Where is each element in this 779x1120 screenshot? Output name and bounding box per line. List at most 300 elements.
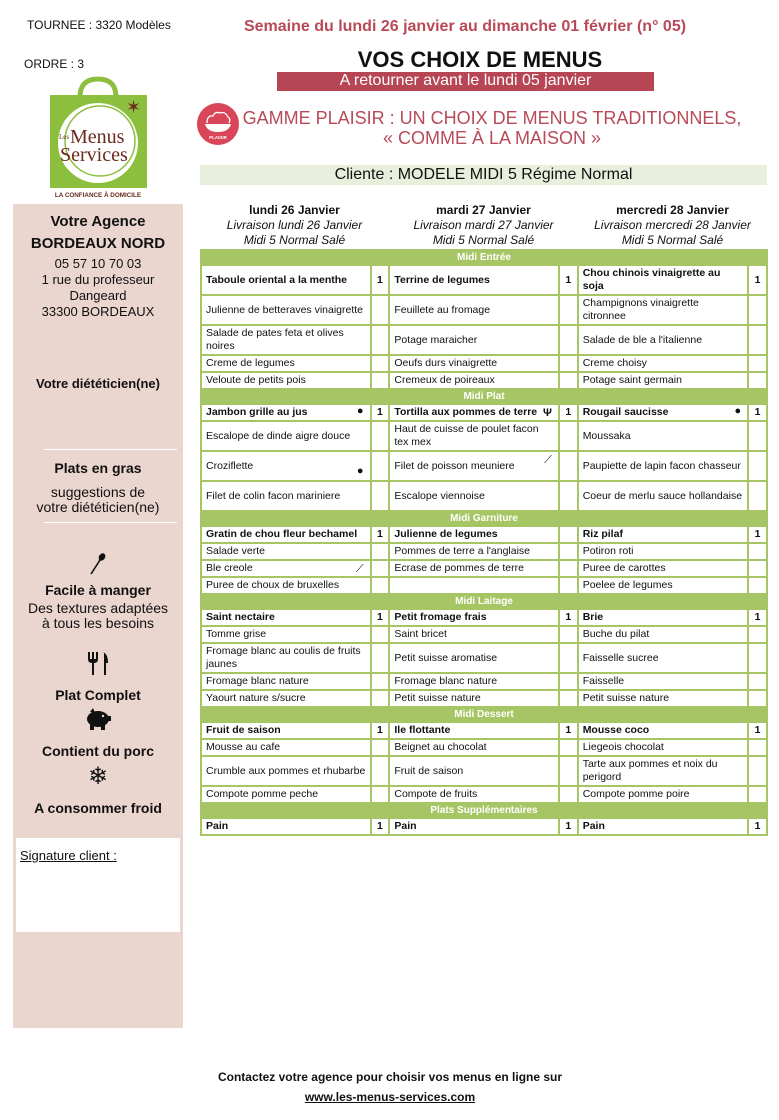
- dish-name: Crumble aux pommes et rhubarbe: [206, 764, 366, 777]
- dish-cell[interactable]: [578, 643, 748, 673]
- dish-name: Creme de legumes: [206, 357, 295, 369]
- tournee-label: TOURNEE : 3320 Modèles: [27, 18, 171, 32]
- dish-cell[interactable]: [201, 609, 371, 626]
- legend-easy-desc-1: Des textures adaptées: [27, 600, 169, 616]
- day-header: [200, 203, 389, 248]
- dish-name: Tarte aux pommes et noix du perigord: [582, 758, 718, 783]
- dish-name: Julienne de legumes: [394, 528, 498, 540]
- quantity-cell[interactable]: [371, 543, 390, 560]
- dish-cell[interactable]: [389, 481, 559, 511]
- dish-cell[interactable]: [578, 421, 748, 451]
- dish-cell[interactable]: [201, 818, 371, 835]
- dish-name: Rougail saucisse: [582, 406, 669, 418]
- quantity-cell[interactable]: [559, 355, 578, 372]
- dish-name: Liegeois chocolat: [582, 741, 664, 753]
- quantity-cell[interactable]: 1: [371, 404, 390, 421]
- table-row: [201, 786, 767, 803]
- dish-cell[interactable]: [201, 786, 371, 803]
- section-header-entree: [201, 250, 767, 265]
- dish-cell[interactable]: [578, 690, 748, 707]
- dish-cell[interactable]: [201, 626, 371, 643]
- quantity-cell[interactable]: [371, 421, 390, 451]
- section-title: Midi Laitage: [201, 594, 767, 609]
- dish-name: Gratin de chou fleur bechamel: [206, 528, 358, 540]
- dish-name: Mousse coco: [582, 724, 650, 736]
- dish-name: Ble creole: [206, 562, 253, 574]
- dish-name: Compote pomme poire: [582, 788, 690, 800]
- dish-name: Ecrase de pommes de terre: [394, 562, 524, 574]
- dish-cell[interactable]: [389, 626, 559, 643]
- quantity-cell[interactable]: [559, 421, 578, 451]
- quantity-cell[interactable]: [748, 739, 767, 756]
- dish-name: Tomme grise: [206, 628, 267, 640]
- fork-knife-icon: [13, 650, 183, 680]
- ordre-label: ORDRE : 3: [24, 57, 85, 71]
- quantity-cell[interactable]: [371, 372, 390, 389]
- dish-name: Faisselle: [582, 675, 625, 687]
- quantity-cell[interactable]: [748, 643, 767, 673]
- dish-cell[interactable]: [201, 577, 371, 594]
- quantity-cell[interactable]: [559, 295, 578, 325]
- pig-icon: ●: [734, 405, 742, 417]
- quantity-cell[interactable]: [371, 690, 390, 707]
- dish-name: Fruit de saison: [394, 764, 464, 777]
- dish-cell[interactable]: [578, 818, 748, 835]
- table-row: [201, 421, 767, 451]
- legend-easy-desc-2: à tous les besoins: [41, 615, 155, 631]
- quantity-cell[interactable]: 1: [371, 609, 390, 626]
- sidebar: [13, 204, 183, 1028]
- dish-cell[interactable]: [201, 543, 371, 560]
- table-row: [201, 577, 767, 594]
- dish-name: Compote pomme peche: [206, 788, 319, 800]
- agence-address-2: Dangeard: [69, 288, 127, 303]
- table-row: [201, 722, 767, 739]
- logo-les: Les: [59, 133, 70, 141]
- dish-name: Escalope de dinde aigre douce: [206, 429, 351, 442]
- quantity-cell[interactable]: [371, 325, 390, 355]
- gras-desc-2: votre diététicien(ne): [36, 499, 160, 515]
- quantity-cell[interactable]: [748, 690, 767, 707]
- quantity-cell[interactable]: 1: [748, 818, 767, 835]
- dish-name: Buche du pilat: [582, 628, 650, 640]
- agence-name: BORDEAUX NORD: [30, 235, 166, 252]
- dish-cell[interactable]: [389, 756, 559, 786]
- quantity-cell[interactable]: [559, 560, 578, 577]
- table-row: [201, 643, 767, 673]
- section-title: Plats Supplémentaires: [201, 803, 767, 818]
- quantity-cell[interactable]: [748, 481, 767, 511]
- dish-name: Oeufs durs vinaigrette: [394, 357, 498, 369]
- dish-cell[interactable]: [201, 421, 371, 451]
- svg-text:✶: ✶: [126, 97, 142, 118]
- table-row: [201, 481, 767, 511]
- dish-cell[interactable]: [201, 355, 371, 372]
- dish-name: Salade de pates feta et olives noires: [206, 327, 344, 352]
- table-row: [201, 355, 767, 372]
- dish-cell[interactable]: [201, 560, 371, 577]
- table-row: [201, 404, 767, 421]
- table-row: [201, 560, 767, 577]
- fork-knife-icon: Ψ: [542, 407, 552, 419]
- quantity-cell[interactable]: [748, 325, 767, 355]
- dish-name: Mousse au cafe: [206, 741, 281, 753]
- dish-cell[interactable]: [578, 265, 748, 295]
- section-header-garniture: [201, 511, 767, 526]
- table-row: [201, 818, 767, 835]
- dish-name: Puree de choux de bruxelles: [206, 579, 340, 591]
- dish-cell[interactable]: [201, 643, 371, 673]
- quantity-cell[interactable]: 1: [559, 404, 578, 421]
- quantity-cell[interactable]: 1: [748, 722, 767, 739]
- quantity-cell[interactable]: [371, 673, 390, 690]
- pig-icon: ●: [356, 405, 364, 417]
- dish-cell[interactable]: [578, 626, 748, 643]
- quantity-cell[interactable]: [748, 626, 767, 643]
- quantity-cell[interactable]: [748, 372, 767, 389]
- table-row: [201, 451, 767, 481]
- dish-cell[interactable]: [201, 690, 371, 707]
- dish-name: Compote de fruits: [394, 788, 478, 800]
- dish-cell[interactable]: [389, 295, 559, 325]
- gras-desc-1: suggestions de: [50, 484, 146, 500]
- quantity-cell[interactable]: 1: [559, 609, 578, 626]
- dish-cell[interactable]: [389, 543, 559, 560]
- return-deadline-banner: A retourner avant le lundi 05 janvier: [277, 72, 654, 91]
- dish-name: Taboule oriental a la menthe: [206, 273, 348, 286]
- agence-address-3: 33300 BORDEAUX: [41, 304, 155, 319]
- dish-name: Beignet au chocolat: [394, 741, 487, 753]
- dish-cell[interactable]: [201, 451, 371, 481]
- quantity-cell[interactable]: 1: [748, 609, 767, 626]
- dish-name: Croziflette: [206, 459, 254, 472]
- quantity-cell[interactable]: [371, 739, 390, 756]
- dish-cell[interactable]: [578, 451, 748, 481]
- agence-label: Votre Agence: [50, 213, 146, 230]
- agence-address-1: 1 rue du professeur: [41, 272, 155, 287]
- dish-name: Jambon grille au jus: [206, 406, 308, 418]
- dish-name: Champignons vinaigrette citronnee: [582, 297, 699, 322]
- dish-name: Julienne de betteraves vinaigrette: [206, 303, 364, 316]
- dish-name: Salade de ble a l'italienne: [582, 333, 703, 346]
- dish-name: Petit suisse nature: [394, 692, 481, 704]
- dish-name: Saint bricet: [394, 628, 447, 640]
- dish-name: Creme choisy: [582, 357, 647, 369]
- footer: [200, 1067, 580, 1107]
- dish-cell[interactable]: [578, 609, 748, 626]
- dish-name: Poelee de legumes: [582, 579, 673, 591]
- dish-name: Haut de cuisse de poulet facon tex mex: [394, 423, 539, 448]
- quantity-cell[interactable]: [559, 786, 578, 803]
- plaisir-badge-label: PLAISIR: [209, 135, 227, 140]
- quantity-cell[interactable]: 1: [559, 818, 578, 835]
- quantity-cell[interactable]: [748, 543, 767, 560]
- quantity-cell[interactable]: [748, 673, 767, 690]
- dieteticien-label: Votre diététicien(ne): [35, 376, 160, 391]
- quantity-cell[interactable]: [559, 451, 578, 481]
- quantity-cell[interactable]: [371, 355, 390, 372]
- dish-cell[interactable]: [201, 526, 371, 543]
- table-row: [201, 372, 767, 389]
- menu-table: [200, 249, 768, 836]
- dish-cell[interactable]: [578, 372, 748, 389]
- table-row: [201, 626, 767, 643]
- dish-name: Petit fromage frais: [394, 611, 487, 623]
- dish-cell[interactable]: [389, 643, 559, 673]
- quantity-cell[interactable]: [748, 421, 767, 451]
- legend-pork-title: Contient du porc: [42, 743, 154, 759]
- dish-cell[interactable]: [201, 265, 371, 295]
- quantity-cell[interactable]: [371, 577, 390, 594]
- dish-cell[interactable]: [201, 295, 371, 325]
- quantity-cell[interactable]: [748, 295, 767, 325]
- dish-cell[interactable]: [578, 543, 748, 560]
- dish-cell[interactable]: [578, 355, 748, 372]
- quantity-cell[interactable]: [559, 690, 578, 707]
- day-formula: Midi 5 Normal Salé: [621, 233, 724, 247]
- website-link[interactable]: www.les-menus-services.com: [304, 1090, 476, 1104]
- quantity-cell[interactable]: [559, 325, 578, 355]
- day-header: [578, 203, 767, 248]
- day-delivery: Livraison lundi 26 Janvier: [226, 218, 363, 232]
- quantity-cell[interactable]: [748, 756, 767, 786]
- quantity-cell[interactable]: [371, 786, 390, 803]
- plaisir-badge-icon: [197, 103, 239, 145]
- dish-cell[interactable]: [389, 560, 559, 577]
- dish-cell[interactable]: [578, 295, 748, 325]
- dish-cell[interactable]: [578, 481, 748, 511]
- spoon-icon: ⟋: [355, 563, 364, 575]
- dish-name: Potiron roti: [582, 545, 634, 557]
- dish-cell[interactable]: [389, 451, 559, 481]
- quantity-cell[interactable]: [371, 451, 390, 481]
- snowflake-icon: ❄: [87, 763, 109, 790]
- quantity-cell[interactable]: [559, 626, 578, 643]
- quantity-cell[interactable]: 1: [371, 722, 390, 739]
- dish-name: Pain: [394, 820, 417, 832]
- section-header-laitage: [201, 594, 767, 609]
- quantity-cell[interactable]: 1: [371, 265, 390, 295]
- page-title: VOS CHOIX DE MENUS: [357, 47, 603, 72]
- dish-cell[interactable]: [201, 404, 371, 421]
- spoon-icon: [13, 552, 183, 577]
- quantity-cell[interactable]: [559, 526, 578, 543]
- dish-cell[interactable]: [389, 722, 559, 739]
- table-row: [201, 690, 767, 707]
- table-row: [201, 526, 767, 543]
- dish-cell[interactable]: [578, 722, 748, 739]
- quantity-cell[interactable]: [559, 481, 578, 511]
- dish-cell[interactable]: [201, 325, 371, 355]
- signature-box[interactable]: [16, 838, 180, 932]
- dish-cell[interactable]: [389, 372, 559, 389]
- client-banner: Cliente : MODELE MIDI 5 Régime Normal: [200, 165, 767, 185]
- quantity-cell[interactable]: 1: [748, 265, 767, 295]
- dish-name: Petit suisse nature: [582, 692, 670, 704]
- day-delivery: Livraison mercredi 28 Janvier: [594, 218, 751, 232]
- legend-cold-title: A consommer froid: [34, 800, 162, 816]
- section-header-supp: [201, 803, 767, 818]
- day-name: mardi 27 Janvier: [436, 203, 531, 217]
- table-row: [201, 739, 767, 756]
- quantity-cell[interactable]: [371, 481, 390, 511]
- dish-name: Feuillete au fromage: [394, 303, 491, 316]
- table-row: [201, 756, 767, 786]
- dish-name: Fruit de saison: [206, 724, 281, 736]
- section-title: Midi Entrée: [201, 250, 767, 265]
- dish-cell[interactable]: [389, 404, 559, 421]
- dish-cell[interactable]: [389, 355, 559, 372]
- dish-name: Terrine de legumes: [394, 273, 490, 286]
- day-name: mercredi 28 Janvier: [616, 203, 729, 217]
- quantity-cell[interactable]: 1: [559, 265, 578, 295]
- dish-cell[interactable]: [201, 739, 371, 756]
- quantity-cell[interactable]: [559, 577, 578, 594]
- dish-cell[interactable]: [389, 325, 559, 355]
- dish-name: Paupiette de lapin facon chasseur: [582, 459, 741, 472]
- dish-cell[interactable]: [578, 325, 748, 355]
- dish-cell[interactable]: [578, 577, 748, 594]
- dish-name: Fromage blanc nature: [206, 675, 309, 687]
- dish-name: Escalope viennoise: [394, 489, 485, 502]
- table-row: [201, 295, 767, 325]
- dish-cell[interactable]: [578, 526, 748, 543]
- quantity-cell[interactable]: [559, 756, 578, 786]
- dish-name: Fromage blanc au coulis de fruits jaunes: [206, 645, 361, 670]
- quantity-cell[interactable]: [748, 560, 767, 577]
- dish-cell[interactable]: [389, 818, 559, 835]
- quantity-cell[interactable]: [371, 626, 390, 643]
- quantity-cell[interactable]: [371, 295, 390, 325]
- quantity-cell[interactable]: [748, 786, 767, 803]
- dish-cell[interactable]: [389, 609, 559, 626]
- dish-cell[interactable]: [389, 673, 559, 690]
- dish-name: Cremeux de poireaux: [394, 374, 495, 386]
- dish-cell[interactable]: [578, 739, 748, 756]
- dish-cell[interactable]: [201, 756, 371, 786]
- dish-cell[interactable]: [201, 372, 371, 389]
- week-title: Semaine du lundi 26 janvier au dimanche 01 février (n° 05): [243, 18, 687, 35]
- table-row: [201, 543, 767, 560]
- dish-name: Riz pilaf: [582, 528, 623, 540]
- gamme-line-2: « COMME À LA MAISON »: [382, 128, 602, 148]
- quantity-cell[interactable]: [371, 643, 390, 673]
- dish-name: Tortilla aux pommes de terre: [394, 406, 538, 418]
- logo-tagline: LA CONFIANCE À DOMICILE: [54, 192, 142, 199]
- quantity-cell[interactable]: 1: [559, 722, 578, 739]
- signature-label: Signature client :: [20, 848, 117, 863]
- quantity-cell[interactable]: [371, 560, 390, 577]
- table-row: [201, 265, 767, 295]
- quantity-cell[interactable]: [559, 673, 578, 690]
- dish-name: Fromage blanc nature: [394, 675, 498, 687]
- dish-cell[interactable]: [389, 577, 559, 594]
- dish-cell[interactable]: [578, 756, 748, 786]
- dish-cell[interactable]: [578, 673, 748, 690]
- pig-icon: ●: [356, 465, 364, 477]
- table-row: [201, 609, 767, 626]
- dish-name: Pain: [206, 820, 229, 832]
- dish-cell[interactable]: [578, 560, 748, 577]
- dish-name: Salade verte: [206, 545, 265, 557]
- dish-cell[interactable]: [201, 722, 371, 739]
- legend-easy-title: Facile à manger: [45, 582, 151, 598]
- dish-name: Potage saint germain: [582, 374, 682, 386]
- section-header-dessert: [201, 707, 767, 722]
- logo-services: Services: [60, 144, 128, 166]
- dish-cell[interactable]: [578, 786, 748, 803]
- day-formula: Midi 5 Normal Salé: [243, 233, 346, 247]
- quantity-cell[interactable]: [748, 577, 767, 594]
- dish-name: Saint nectaire: [206, 611, 275, 623]
- dish-name: Filet de colin facon mariniere: [206, 489, 341, 502]
- dish-name: Yaourt nature s/sucre: [206, 692, 306, 704]
- quantity-cell[interactable]: [748, 355, 767, 372]
- quantity-cell[interactable]: [748, 451, 767, 481]
- dish-cell[interactable]: [201, 673, 371, 690]
- pig-icon: [13, 707, 183, 735]
- gras-title: Plats en gras: [54, 460, 142, 476]
- quantity-cell[interactable]: [371, 756, 390, 786]
- quantity-cell[interactable]: 1: [371, 526, 390, 543]
- dish-cell[interactable]: [389, 739, 559, 756]
- dish-cell[interactable]: [389, 526, 559, 543]
- dish-name: Faisselle sucree: [582, 651, 659, 664]
- table-row: [201, 673, 767, 690]
- section-title: Midi Dessert: [201, 707, 767, 722]
- quantity-cell[interactable]: [559, 543, 578, 560]
- dish-name: Potage maraicher: [394, 333, 478, 346]
- spoon-icon: ⟋: [544, 454, 552, 466]
- day-formula: Midi 5 Normal Salé: [432, 233, 535, 247]
- brand-logo: [50, 75, 147, 200]
- dish-cell[interactable]: [389, 421, 559, 451]
- dish-name: Veloute de petits pois: [206, 374, 306, 386]
- divider: [44, 522, 177, 523]
- footer-contact: Contactez votre agence pour choisir vos menus en ligne sur: [217, 1070, 563, 1084]
- divider: [44, 449, 177, 450]
- dish-name: Brie: [582, 611, 604, 623]
- dish-name: Pommes de terre a l'anglaise: [394, 545, 531, 557]
- dish-name: Ile flottante: [394, 724, 451, 736]
- day-name: lundi 26 Janvier: [249, 203, 340, 217]
- section-title: Midi Plat: [201, 389, 767, 404]
- quantity-cell[interactable]: 1: [371, 818, 390, 835]
- legend-complete-title: Plat Complet: [55, 687, 141, 703]
- dish-name: Coeur de merlu sauce hollandaise: [582, 489, 743, 502]
- section-title: Midi Garniture: [201, 511, 767, 526]
- dish-name: Puree de carottes: [582, 562, 666, 574]
- dish-cell[interactable]: [201, 481, 371, 511]
- dish-name: Moussaka: [582, 429, 631, 442]
- dish-cell[interactable]: [389, 265, 559, 295]
- quantity-cell[interactable]: [559, 372, 578, 389]
- day-header: [389, 203, 578, 248]
- dish-cell[interactable]: [389, 786, 559, 803]
- dish-name: Chou chinois vinaigrette au soja: [582, 267, 721, 292]
- dish-name: Petit suisse aromatise: [394, 651, 498, 664]
- quantity-cell[interactable]: [559, 739, 578, 756]
- quantity-cell[interactable]: 1: [748, 404, 767, 421]
- quantity-cell[interactable]: [559, 643, 578, 673]
- dish-name: Pain: [582, 820, 605, 832]
- logo-menus: Menus: [70, 126, 125, 148]
- day-delivery: Livraison mardi 27 Janvier: [413, 218, 554, 232]
- dish-cell[interactable]: [389, 690, 559, 707]
- dish-name: Filet de poisson meuniere: [394, 459, 515, 472]
- dish-cell[interactable]: [578, 404, 748, 421]
- quantity-cell[interactable]: 1: [748, 526, 767, 543]
